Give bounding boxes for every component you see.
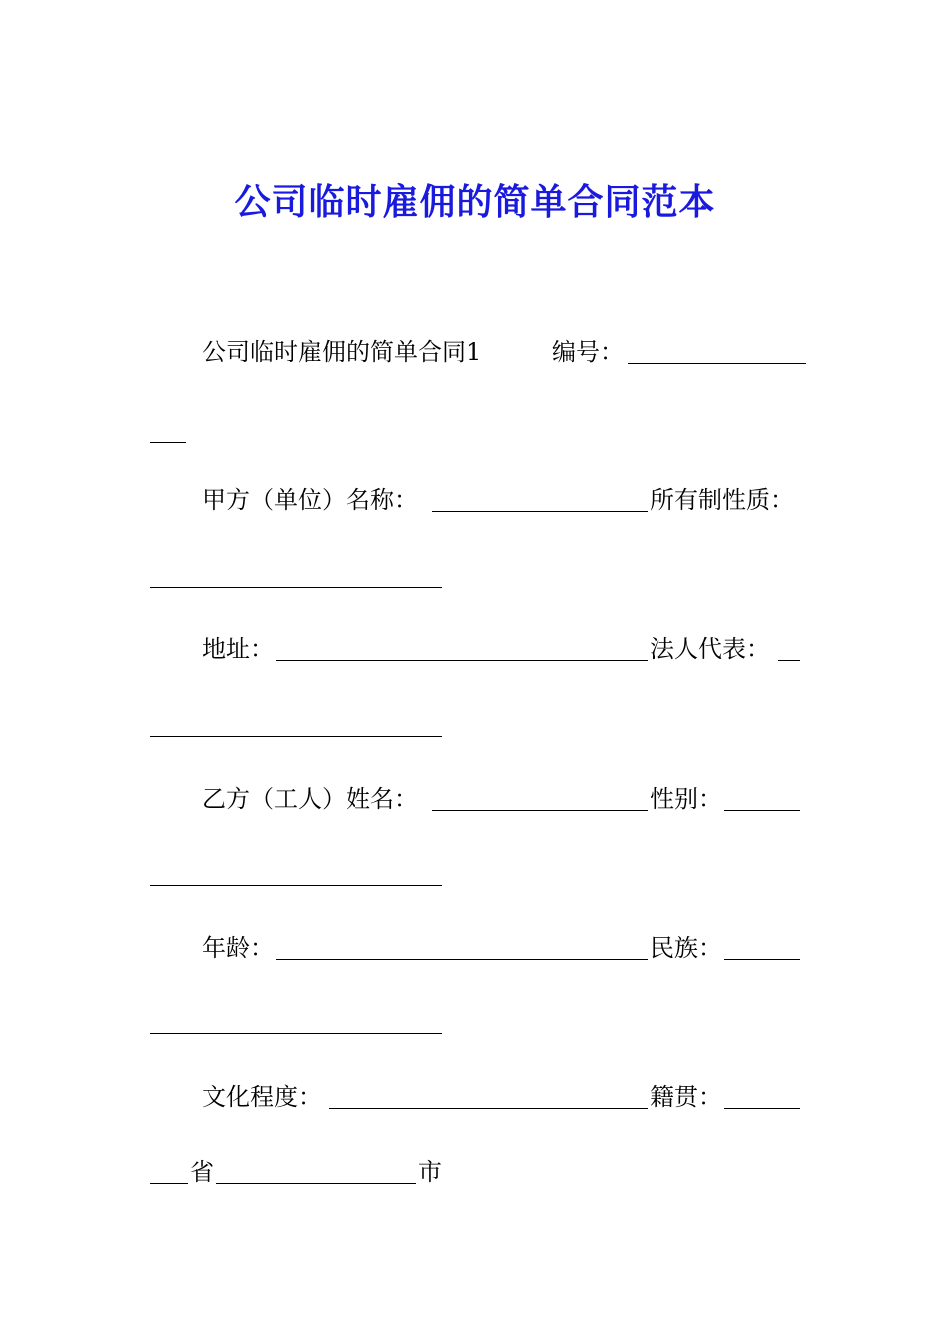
party-a-line — [0, 485, 950, 515]
native-place-blank[interactable] — [724, 1108, 800, 1109]
party-a-label: 甲方（单位）名称： — [202, 486, 418, 514]
number-continuation-line — [0, 418, 950, 448]
legal-rep-label: 法人代表： — [650, 635, 770, 663]
contract-heading: 公司临时雇佣的简单合同1 — [202, 338, 482, 366]
province-city-line — [0, 1157, 950, 1187]
party-b-name-blank[interactable] — [432, 810, 648, 811]
legal-rep-continuation-line — [0, 716, 950, 746]
gender-continuation-line — [0, 866, 950, 896]
legal-rep-blank-continued[interactable] — [150, 736, 442, 737]
number-blank-continued[interactable] — [150, 442, 186, 443]
province-label: 省 — [190, 1158, 214, 1186]
party-a-name-blank[interactable] — [432, 511, 648, 512]
gender-label: 性别： — [650, 785, 722, 813]
gender-blank-continued[interactable] — [150, 885, 442, 886]
education-line — [0, 1082, 950, 1112]
ownership-label: 所有制性质： — [650, 486, 794, 514]
document-title: 公司临时雇佣的简单合同范本 — [234, 181, 716, 223]
ethnicity-continuation-line — [0, 1015, 950, 1045]
legal-rep-blank[interactable] — [778, 660, 800, 661]
native-place-label: 籍贯： — [650, 1083, 722, 1111]
contract-heading-line — [0, 337, 950, 367]
age-label: 年龄： — [202, 934, 274, 962]
address-line — [0, 634, 950, 664]
education-blank[interactable] — [329, 1108, 648, 1109]
ethnicity-blank[interactable] — [724, 959, 800, 960]
age-blank[interactable] — [276, 959, 648, 960]
gender-blank[interactable] — [724, 810, 800, 811]
city-blank[interactable] — [216, 1183, 416, 1184]
address-label: 地址： — [202, 635, 274, 663]
age-line — [0, 933, 950, 963]
province-blank[interactable] — [150, 1183, 188, 1184]
city-label: 市 — [418, 1158, 442, 1186]
ethnicity-label: 民族： — [650, 934, 722, 962]
number-blank[interactable] — [628, 363, 806, 364]
number-label: 编号： — [552, 338, 624, 366]
ownership-blank[interactable] — [150, 587, 442, 588]
address-blank[interactable] — [276, 660, 648, 661]
education-label: 文化程度： — [202, 1083, 322, 1111]
party-b-label: 乙方（工人）姓名： — [202, 785, 418, 813]
ethnicity-blank-continued[interactable] — [150, 1033, 442, 1034]
party-b-line — [0, 784, 950, 814]
ownership-continuation-line — [0, 566, 950, 596]
